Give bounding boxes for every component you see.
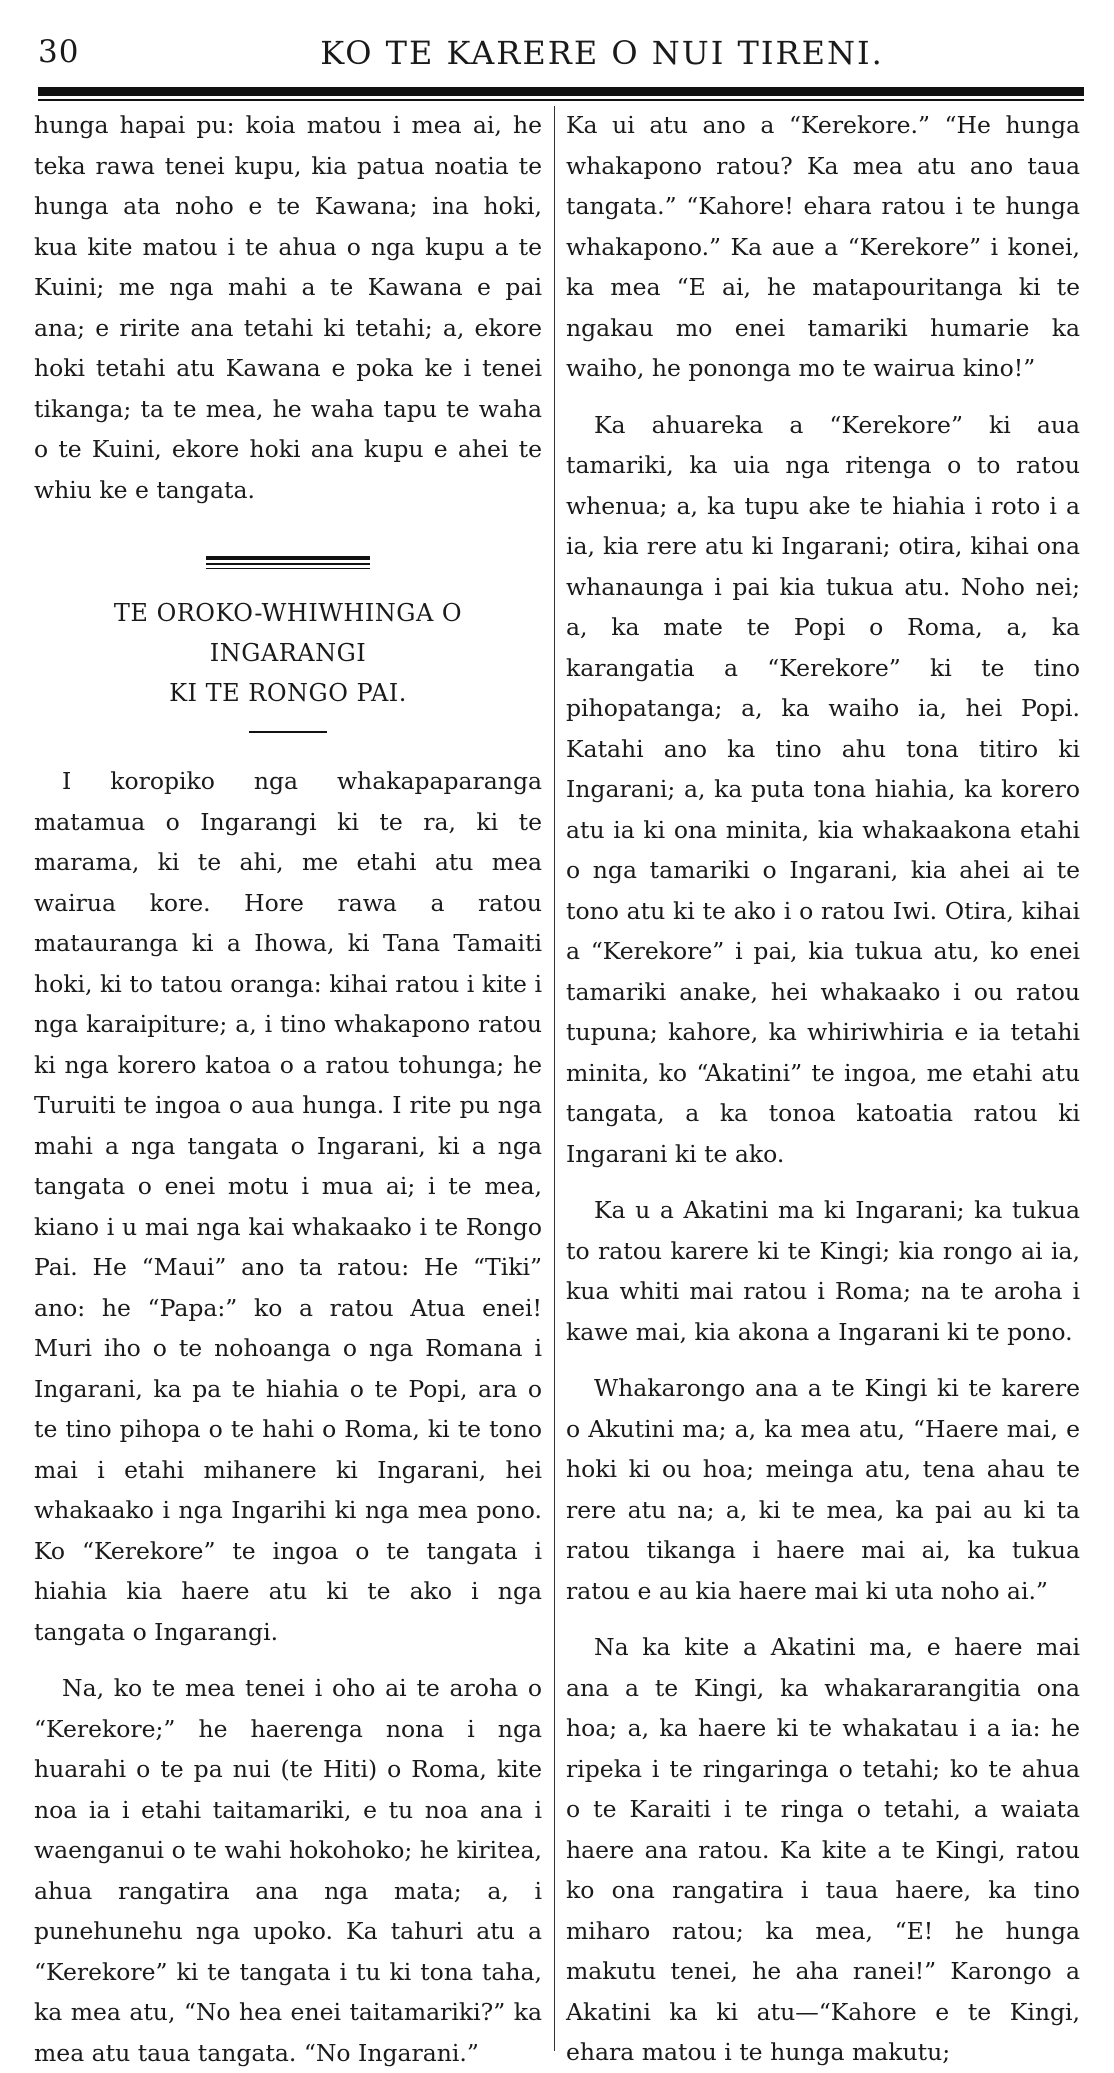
page-number: 30 (38, 34, 80, 70)
header-rule-thin (38, 99, 1084, 101)
paragraph: Ka ui atu ano a “Kerekore.” “He hunga whakapono ratou? Ka mea atu ano taua tangata.” “Kahore! ehara ratou i te hunga whakapono.” Ka aue a “Kerekore” i konei, ka mea “E ai, he matapouritanga ki te ngakau mo enei tamariki humarie ka waiho, he pononga mo te wairua kino!” (566, 111, 1080, 382)
paragraph: hunga hapai pu: koia matou i mea ai, he teka rawa tenei kupu, kia patua noatia te hunga ata noho e te Kawana; ina hoki, kua kite matou i te ahua o nga kupu a te Kuini; me nga mahi a te Kawana e pai ana; e ririte ana tetahi ki tetahi; a, ekore hoki tetahi atu Kawana e poka ke i tenei tikanga; ta te mea, he waha tapu te waha o te Kuini, ekore hoki ana kupu e ahei te whiu ke e tangata. (34, 111, 542, 504)
left-column (34, 105, 542, 2073)
section-heading-line: TE OROKO-WHIWHINGA O INGARANGI (113, 599, 463, 667)
paragraph: I koropiko nga whakapaparanga matamua o Ingarangi ki te ra, ki te marama, ki te ahi, me etahi atu mea wairua kore. Hore rawa a ratou matauranga ki a Ihowa, ki Tana Tamaiti hoki, ki to tatou oranga: kihai ratou i kite i nga karaipiture; a, i tino whakapono ratou ki nga korero katoa o a ratou tohunga; he Turuiti te ingoa o aua hunga. I rite pu nga mahi a nga tangata o Ingarani, ki a nga tangata o enei motu i mua ai; i te mea, kiano i u mai nga kai whakaako i te Rongo Pai. He “Maui” ano ta ratou: He “Tiki” ano: he “Papa:” ko a ratou Atua enei! Muri iho o te nohoanga o nga Romana i Ingarani, ka pa te hiahia o te Popi, ara o te tino pihopa o te hahi o Roma, ki te tono mai i etahi mihanere ki Ingarani, hei whakaako i nga Ingarihi ki nga mea pono. Ko “Kerekore” te ingoa o te tangata i hiahia kia haere atu ki te ako i nga tangata o Ingarangi. (34, 767, 542, 1646)
running-title: KO TE KARERE O NUI TIRENI. (320, 34, 884, 72)
section-heading (34, 593, 542, 713)
paragraph: Na, ko te mea tenei i oho ai te aroha o “Kerekore;” he haerenga nona i nga huarahi o te pa nui (te Hiti) o Roma, kite noa ia i etahi taitamariki, e tu noa ana i waenganui o te wahi hokohoko; he kiritea, ahua rangatira ana nga mata; a, i punehunehu nga upoko. Ka tahuri atu a “Kerekore” ki te tangata i tu ki tona taha, ka mea atu, “No hea enei taitamariki?” ka mea atu taua tangata. “No Ingarani.” (34, 1674, 542, 2067)
right-column (566, 105, 1080, 2073)
section-ornament (206, 556, 370, 569)
column-divider (554, 106, 555, 2051)
paragraph: Ka u a Akatini ma ki Ingarani; ka tukua to ratou karere ki te Kingi; kia rongo ai ia, kua whiti mai ratou i Roma; na te aroha i kawe mai, kia akona a Ingarani ki te pono. (566, 1196, 1080, 1346)
paragraph: Ka ahuareka a “Kerekore” ki aua tamariki, ka uia nga ritenga o to ratou whenua; a, ka tupu ake te hiahia i roto i a ia, kia rere atu ki Ingarani; otira, kihai ona whanaunga i pai kia tukua atu. Noho nei; a, ka mate te Popi o Roma, a, ka karangatia a “Kerekore” ki te tino pihopatanga; a, ka waiho ia, hei Popi. Katahi ano ka tino ahu tona titiro ki Ingarani; a, ka puta tona hiahia, ka korero atu ia ki ona minita, kia whakaakona etahi o nga tamariki o Ingarani, kia ahei ai te tono atu ki te ako i o ratou Iwi. Otira, kihai a “Kerekore” i pai, kia tukua atu, ko enei tamariki anake, hei whakaako i ou ratou tupuna; kahore, ka whiriwhiria e ia tetahi minita, ko “Akatini” te ingoa, me etahi atu tangata, a ka tonoa katoatia ratou ki Ingarani ki te ako. (566, 410, 1080, 1168)
heading-rule (249, 731, 327, 733)
paragraph: Na ka kite a Akatini ma, e haere mai ana a te Kingi, ka whakararangitia ona hoa; a, ka haere ki te whakatau i a ia: he ripeka i te ringaringa o tetahi; ko te ahua o te Karaiti i te ringa o tetahi, a waiata haere ana ratou. Ka kite a te Kingi, ratou ko ona rangatira i taua haere, ka tino miharo ratou; ka mea, “E! he hunga makutu tenei, he aha ranei!” Karongo a Akatini ka ki atu—“Kahore e te Kingi, ehara matou i te hunga makutu; (566, 1633, 1080, 2066)
section-heading-line: KI TE RONGO PAI. (169, 679, 407, 707)
page-header (30, 30, 1084, 80)
paragraph: Whakarongo ana a te Kingi ki te karere o Akutini ma; a, ka mea atu, “Haere mai, e hoki ki ou hoa; meinga atu, tena ahau te rere atu na; a, ki te mea, ka pai au ki ta ratou tikanga i haere mai ai, ka tukua ratou e au kia haere mai ki uta noho ai.” (566, 1374, 1080, 1605)
header-rule-thick (38, 87, 1084, 96)
